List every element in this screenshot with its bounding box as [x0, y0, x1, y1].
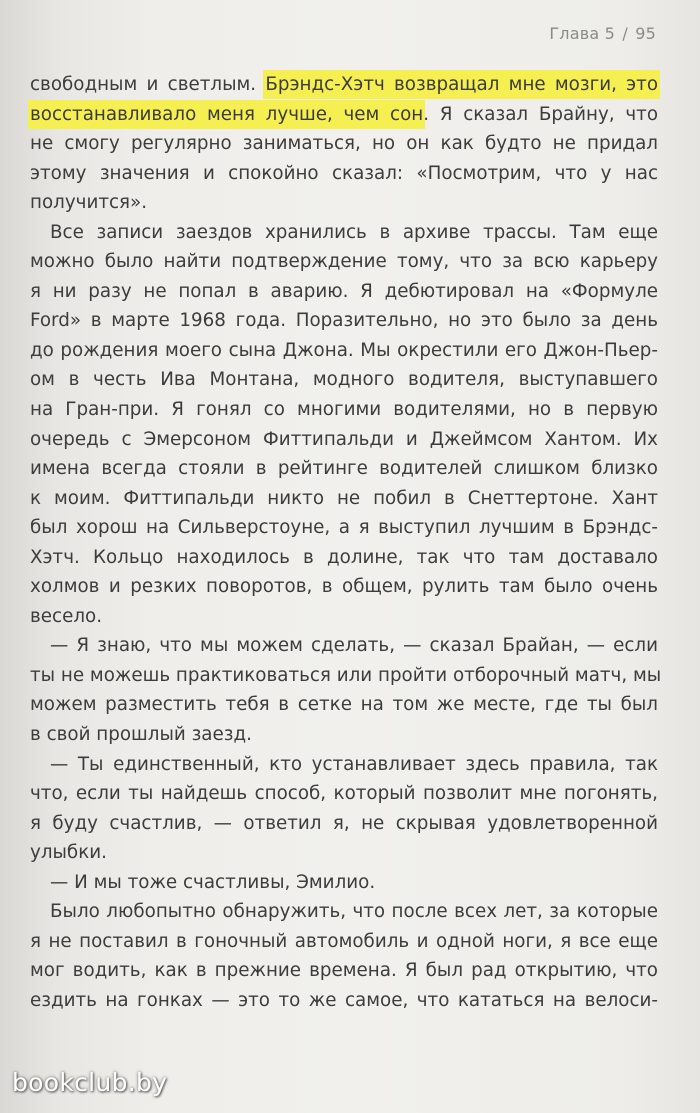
- text-line: — Я знаю, что мы можем сделать, — сказал Брайан, — если: [50, 635, 658, 657]
- text-line: можем разместить тебя в сетке на том же месте, где ты был: [30, 694, 658, 716]
- text-line: был хорош на Сильверстоуне, а я выступил лучшим в Брэндс-: [30, 517, 658, 539]
- text-line: Было любопытно обнаружить, что после всех лет, за которые: [50, 901, 658, 923]
- highlighted-text: Брэндс-Хэтч возвращал мне мозги, это: [265, 74, 658, 95]
- text-line: Ford» в марте 1968 года. Поразительно, но это было за день: [30, 310, 658, 332]
- text-line: восстанавливало меня лучше, чем сон. Я сказал Брайну, что: [30, 103, 658, 125]
- text-line: холмов и резких поворотов, в общем, рулить там было очень: [30, 576, 658, 598]
- text-line: ом в честь Ива Монтана, модного водителя, выступавшего: [30, 369, 658, 391]
- page-number: 95: [635, 24, 656, 43]
- watermark: bookclub.by: [12, 1068, 168, 1097]
- text-line: очередь с Эмерсоном Фиттипальди и Джеймсом Хантом. Их: [30, 428, 658, 450]
- text-line: на Гран-при. Я гонял со многими водителями, но в первую: [30, 399, 658, 421]
- running-header: [549, 24, 656, 43]
- text-line: Хэтч. Кольцо находилось в долине, так что там доставало: [30, 546, 658, 568]
- text-line: этому значения и спокойно сказал: «Посмотрим, что у нас: [30, 162, 658, 184]
- text-line: мог водить, как в прежние времена. Я был рад открытию, что: [30, 960, 658, 982]
- text-line: ты не можешь практиковаться или пройти отборочный матч, мы: [30, 664, 662, 686]
- text-line: я буду счастлив, — ответил я, не скрывая удовлетворенной: [30, 812, 658, 834]
- text-line: получится».: [30, 192, 148, 214]
- header-separator: /: [622, 24, 628, 43]
- text-line: — И мы тоже счастливы, Эмилио.: [50, 871, 376, 893]
- text-line: свободным и светлым. Брэндс-Хэтч возвращал мне мозги, это: [30, 74, 658, 95]
- text-line: в свой прошлый заезд.: [30, 724, 252, 746]
- text-line: я ни разу не попал в аварию. Я дебютировал на «Формуле: [30, 280, 658, 302]
- text-line: имена всегда стояли в рейтинге водителей слишком близко: [30, 458, 658, 480]
- text-line: можно было найти подтверждение тому, что за всю карьеру: [30, 251, 658, 273]
- text-line: Все записи заездов хранились в архиве трассы. Там еще: [50, 221, 658, 243]
- text-line: я не поставил в гоночный автомобиль и одной ноги, я все еще: [30, 930, 658, 952]
- text-line: что, если ты найдешь способ, который позволит мне погонять,: [30, 783, 658, 805]
- text-line: весело.: [30, 605, 103, 627]
- text-line: улыбки.: [30, 842, 107, 864]
- highlighted-text: восстанавливало меня лучше, чем сон: [30, 103, 424, 125]
- chapter-title: Глава 5: [549, 24, 616, 43]
- text-line: до рождения моего сына Джона. Мы окрестили его Джон-Пьер-: [30, 339, 658, 361]
- text-line: к моим. Фиттипальди никто не побил в Снеттертоне. Хант: [30, 487, 658, 509]
- body-text: [30, 70, 662, 1016]
- text-line: не смогу регулярно заниматься, но он как будто не придал: [30, 133, 658, 155]
- text-line: — Ты единственный, кто устанавливает здесь правила, так: [50, 753, 658, 775]
- text-line: ездить на гонках — это то же самое, что кататься на велоси-: [30, 989, 658, 1011]
